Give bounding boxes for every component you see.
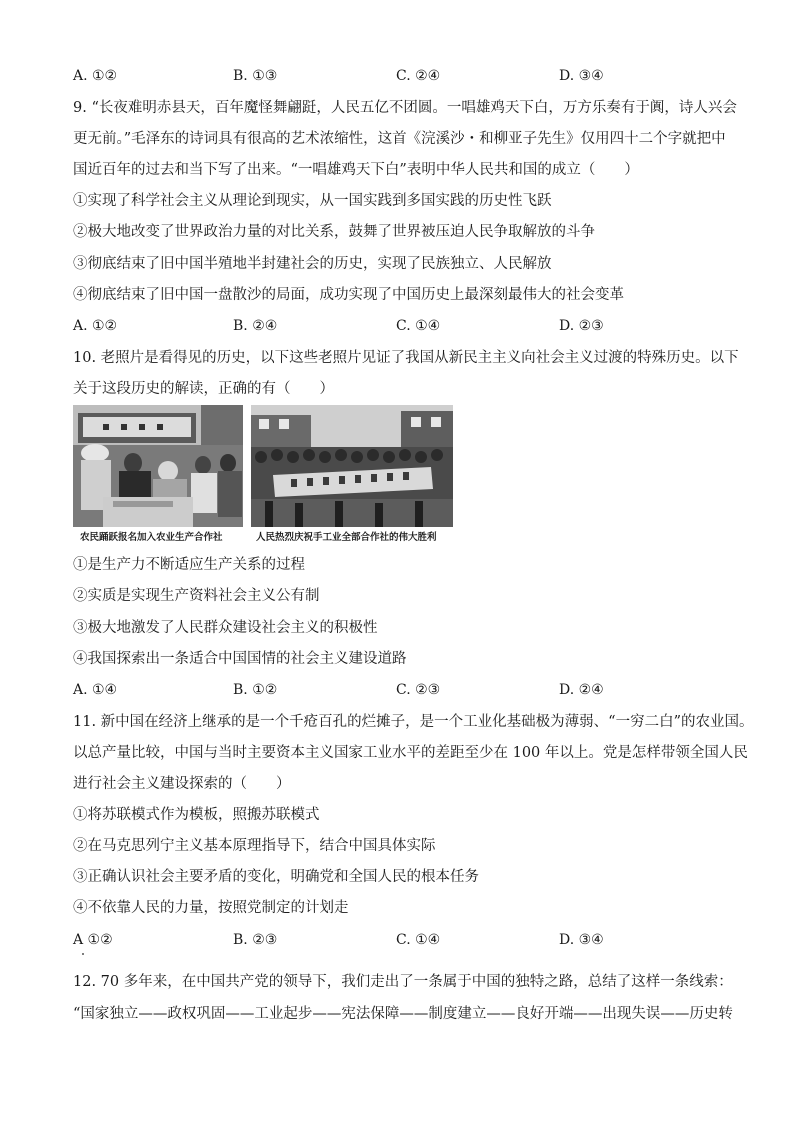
q10-item-1: ①是生产力不断适应生产关系的过程 (73, 557, 305, 573)
q11-option-a[interactable]: A ①② (73, 932, 113, 948)
q11-option-d[interactable]: D. ③④ (559, 932, 604, 948)
q9-options (73, 316, 733, 336)
q10-options (73, 680, 733, 700)
q11-item-3: ③正确认识社会主要矛盾的变化，明确党和全国人民的根本任务 (73, 869, 479, 885)
q11-options (73, 930, 733, 950)
photo-farmers-cooperative (73, 405, 243, 527)
q10-option-a[interactable]: A. ①④ (73, 682, 118, 698)
q8-options (73, 66, 733, 86)
q9-stem-line-2: 更无前。”毛泽东的诗词具有很高的艺术浓缩性，这首《浣溪沙・和柳亚子先生》仅用四十二个字就把中 (73, 131, 726, 147)
q9-option-b[interactable]: B. ②④ (233, 318, 278, 334)
q11-item-4: ④不依靠人民的力量，按照党制定的计划走 (73, 900, 349, 916)
photo-caption-farmers: 农民踊跃报名加入农业生产合作社 (80, 532, 223, 543)
q12-stem-line-1: 12. 70 多年来，在中国共产党的领导下，我们走出了一条属于中国的独特之路，总结了这样一条线索： (73, 974, 733, 990)
q9-option-d[interactable]: D. ②③ (559, 318, 604, 334)
q10-option-b[interactable]: B. ①② (233, 682, 278, 698)
q8-option-c[interactable]: C. ②④ (396, 68, 441, 84)
photo-handicraft-celebration (251, 405, 453, 527)
q11-stem-line-3: 进行社会主义建设探索的（ ） (73, 776, 291, 792)
q11-item-1: ①将苏联模式作为模板，照搬苏联模式 (73, 807, 320, 823)
q9-item-1: ①实现了科学社会主义从理论到现实，从一国实践到多国实践的历史性飞跃 (73, 193, 552, 209)
q11-option-b[interactable]: B. ②③ (233, 932, 278, 948)
q9-option-c[interactable]: C. ①④ (396, 318, 441, 334)
q8-option-a[interactable]: A. ①② (73, 68, 118, 84)
q10-item-4: ④我国探索出一条适合中国国情的社会主义建设道路 (73, 651, 407, 667)
q11-stem-line-1: 11. 新中国在经济上继承的是一个千疮百孔的烂摊子，是一个工业化基础极为薄弱、“一穷二白”的农业国。 (73, 714, 754, 730)
photo-caption-handicraft: 人民热烈庆祝手工业全部合作社的伟大胜利 (256, 532, 437, 543)
q9-stem-line-3: 国近百年的过去和当下写了出来。“一唱雄鸡天下白”表明中华人民共和国的成立（ ） (73, 162, 639, 178)
q9-item-3: ③彻底结束了旧中国半殖地半封建社会的历史，实现了民族独立、人民解放 (73, 256, 552, 272)
photo-farmers-illustration (73, 405, 243, 527)
q10-stem-line-2: 关于这段历史的解读，正确的有（ ） (73, 381, 334, 397)
q11-item-2: ②在马克思列宁主义基本原理指导下，结合中国具体实际 (73, 838, 436, 854)
q11-option-c[interactable]: C. ①④ (396, 932, 441, 948)
q10-item-3: ③极大地激发了人民群众建设社会主义的积极性 (73, 620, 378, 636)
q9-item-2: ②极大地改变了世界政治力量的对比关系，鼓舞了世界被压迫人民争取解放的斗争 (73, 224, 595, 240)
q8-option-d[interactable]: D. ③④ (559, 68, 604, 84)
q8-option-b[interactable]: B. ①③ (233, 68, 278, 84)
photo-parade-illustration (251, 405, 453, 527)
q9-option-a[interactable]: A. ①② (73, 318, 118, 334)
q10-option-c[interactable]: C. ②③ (396, 682, 441, 698)
stray-dot (82, 953, 84, 955)
q9-stem-line-1: 9. “长夜难明赤县天，百年魔怪舞翩跹，人民五亿不团圆。一唱雄鸡天下白，万方乐奏有于阗，诗人兴会 (73, 100, 737, 116)
q10-option-d[interactable]: D. ②④ (559, 682, 604, 698)
q10-item-2: ②实质是实现生产资料社会主义公有制 (73, 588, 320, 604)
q10-stem-line-1: 10. 老照片是看得见的历史，以下这些老照片见证了我国从新民主主义向社会主义过渡的特殊历史。以下 (73, 350, 739, 366)
q9-item-4: ④彻底结束了旧中国一盘散沙的局面，成功实现了中国历史上最深刻最伟大的社会变革 (73, 287, 624, 303)
q11-stem-line-2: 以总产量比较，中国与当时主要资本主义国家工业水平的差距至少在 100 年以上。党是怎样带领全国人民 (73, 745, 748, 761)
q12-stem-line-2: “国家独立——政权巩固——工业起步——宪法保障——制度建立——良好开端——出现失误——历史转 (73, 1006, 733, 1022)
